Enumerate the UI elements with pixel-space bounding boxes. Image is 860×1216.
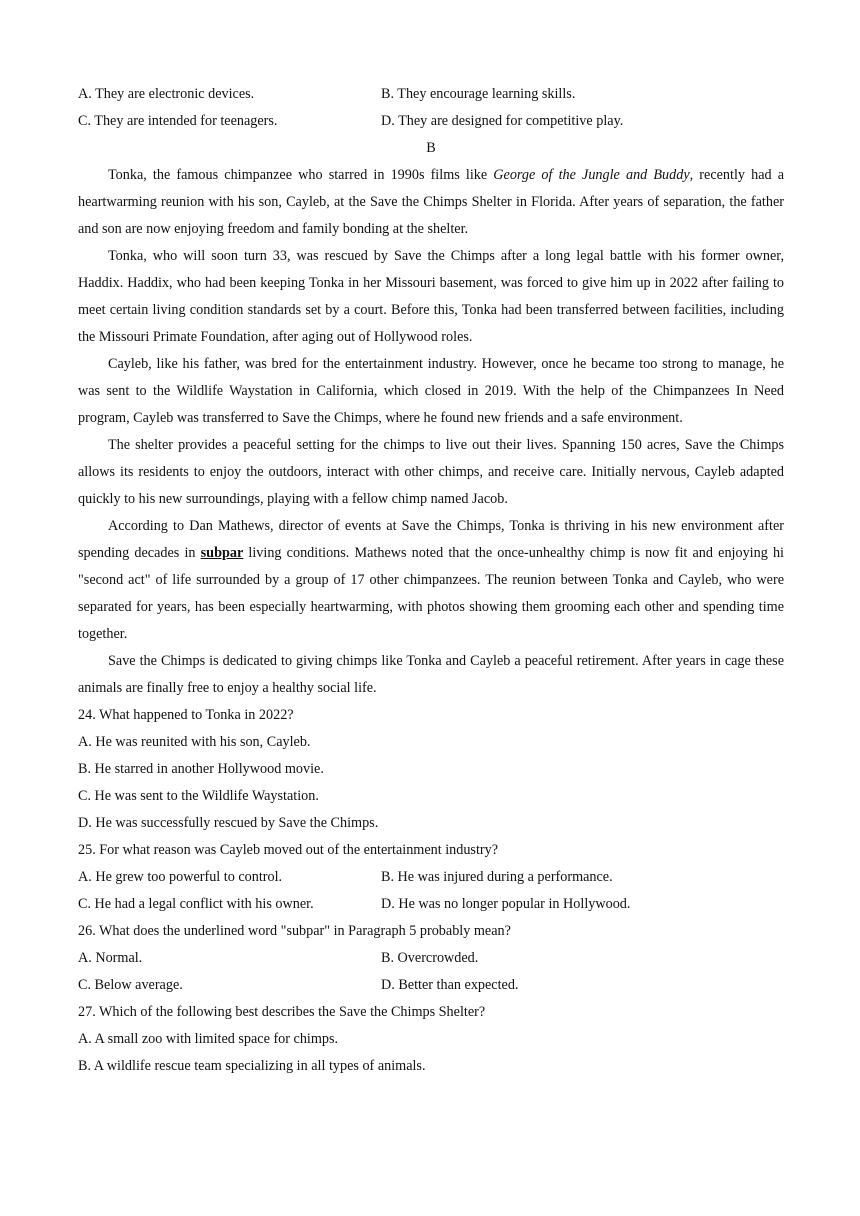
question-25-option-d: D. He was no longer popular in Hollywood. [381, 896, 631, 912]
question-25-option-b: B. He was injured during a performance. [381, 869, 613, 885]
prev-option-a: A. They are electronic devices. [78, 86, 255, 102]
question-26-option-b: B. Overcrowded. [381, 950, 479, 966]
passage-paragraph-4: The shelter provides a peaceful setting for the chimps to live out their lives. Spanning 150 acres, Save the Chimps allows its residents to enjoy the outdoors, interact with other chimps, and receive care. Initially nervous, Cayleb adapted quickly to his new surroundings, playing with a fellow chimp named Jacob. [78, 437, 784, 507]
question-25-stem: 25. For what reason was Cayleb moved out of the entertainment industry? [78, 842, 499, 858]
question-26-option-c: C. Below average. [78, 977, 183, 993]
question-27-option-b: B. A wildlife rescue team specializing in all types of animals. [78, 1058, 426, 1074]
question-25-option-c: C. He had a legal conflict with his owner. [78, 896, 314, 912]
underlined-word-subpar: subpar [200, 545, 244, 561]
question-25-option-a: A. He grew too powerful to control. [78, 869, 283, 885]
passage-paragraph-2: Tonka, who will soon turn 33, was rescued by Save the Chimps after a long legal battle with his former owner, Haddix. Haddix, who had been keeping Tonka in her Missouri basement, was forced to give him up in 2022 after failing to meet certain living condition standards set by a court. Before this, Tonka had been transferred between facilities, including the Missouri Primate Foundation, after aging out of Hollywood roles. [78, 248, 784, 345]
p1-text-after: , recently had a heartwarming reunion with his son, Cayleb, at the Save the Chimps Shelter in Florida. After years of separation, the father and son are now enjoying freedom and family bonding at the shelter. [78, 167, 785, 237]
question-26-stem: 26. What does the underlined word "subpar" in Paragraph 5 probably mean? [78, 923, 511, 939]
passage-paragraph-5 [78, 513, 784, 648]
prev-option-b: B. They encourage learning skills. [381, 86, 576, 102]
prev-options-row-1 [78, 81, 784, 108]
passage-paragraph-6: Save the Chimps is dedicated to giving chimps like Tonka and Cayleb a peaceful retirement. After years in cage these animals are finally free to enjoy a healthy social life. [78, 653, 784, 696]
document-page [78, 81, 784, 1080]
passage-paragraph-1 [78, 162, 784, 243]
question-25-options-row-1 [78, 864, 784, 891]
p1-text-before: Tonka, the famous chimpanzee who starred in 1990s films like [108, 167, 494, 183]
prev-option-c: C. They are intended for teenagers. [78, 113, 278, 129]
question-26-option-d: D. Better than expected. [381, 977, 519, 993]
question-24-option-c: C. He was sent to the Wildlife Waystation. [78, 788, 319, 804]
question-24-option-b: B. He starred in another Hollywood movie. [78, 761, 324, 777]
question-26-options-row-1 [78, 945, 784, 972]
prev-options-row-2 [78, 108, 784, 135]
question-26-option-a: A. Normal. [78, 950, 143, 966]
p5-text-after: living conditions. Mathews noted that the once-unhealthy chimp is now fit and enjoying hi "second act" of life surrounded by a group of 17 other chimpanzees. The reunion between Tonka and Cayleb, who were separated for years, has been especially heartwarming, with photos showing them grooming each other and spending time together. [78, 545, 784, 642]
passage-paragraph-3: Cayleb, like his father, was bred for the entertainment industry. However, once he became too strong to manage, he was sent to the Wildlife Waystation in California, which closed in 2019. With the help of the Chimpanzees In Need program, Cayleb was transferred to Save the Chimps, where he found new friends and a safe environment. [78, 356, 784, 426]
section-title: B [426, 140, 436, 156]
question-24-option-a: A. He was reunited with his son, Cayleb. [78, 734, 311, 750]
p5-text-before: According to Dan Mathews, director of events at Save the Chimps, Tonka is thriving in his new environment after spending decades in [78, 518, 784, 561]
question-26-options-row-2 [78, 972, 784, 999]
question-27-option-a: A. A small zoo with limited space for chimps. [78, 1031, 339, 1047]
question-25-options-row-2 [78, 891, 784, 918]
question-27-stem: 27. Which of the following best describes the Save the Chimps Shelter? [78, 1004, 486, 1020]
question-24-option-d: D. He was successfully rescued by Save the Chimps. [78, 815, 379, 831]
prev-option-d: D. They are designed for competitive play. [381, 113, 624, 129]
p1-film-titles: George of the Jungle and Buddy [493, 167, 690, 183]
question-24-stem: 24. What happened to Tonka in 2022? [78, 707, 294, 723]
